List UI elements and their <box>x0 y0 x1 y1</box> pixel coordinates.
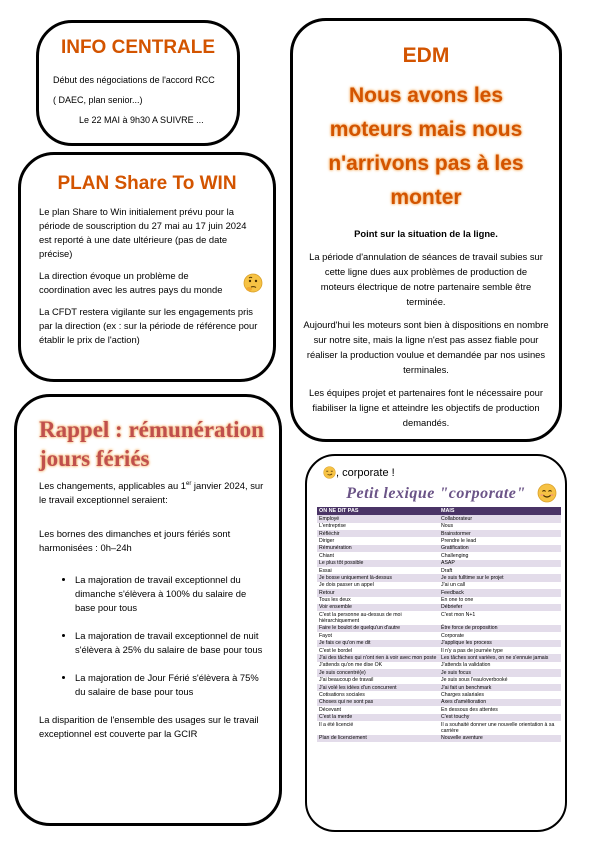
edm-card <box>290 18 562 442</box>
lexique-cell-avoid: Tous les deux <box>317 597 439 604</box>
lexique-cell-avoid: J'ai volé les idées d'un concurrent <box>317 684 439 691</box>
lexique-cell-say: Nous <box>439 523 561 530</box>
table-row <box>317 530 561 537</box>
plan-share-to-win-card <box>18 152 276 382</box>
table-row <box>317 611 561 625</box>
lexique-cell-avoid: C'est la personne au-dessus de moi hiérarchiquement <box>317 611 439 625</box>
table-row <box>317 706 561 713</box>
lexique-cell-say: Collaborateur <box>439 515 561 522</box>
table-row <box>317 699 561 706</box>
edm-paragraph-3: Les équipes projet et partenaires font le nécessaire pour fiabiliser la ligne et atteindre les objectifs de production demandés. <box>309 387 543 428</box>
lexique-cell-say: J'ai un call <box>439 582 561 589</box>
table-row <box>317 632 561 639</box>
lexique-cell-say: C'est mon N+1 <box>439 611 561 625</box>
table-row <box>317 662 561 669</box>
table-row <box>317 647 561 654</box>
lexique-cell-avoid: Il a été licencié <box>317 721 439 735</box>
lexique-cell-avoid: Faire le boulot de quelqu'un d'autre <box>317 625 439 632</box>
lexique-cell-avoid: Le plus tôt possible <box>317 560 439 567</box>
lexique-cell-say: Être force de proposition <box>439 625 561 632</box>
info-line-2: ( DAEC, plan senior...) <box>53 95 143 105</box>
table-row <box>317 552 561 559</box>
lexique-cell-avoid: Plan de licenciement <box>317 735 439 742</box>
lexique-cell-avoid: Voir ensemble <box>317 604 439 611</box>
lexique-cell-avoid: Rémunération <box>317 545 439 552</box>
rappel-outro: La disparition de l'ensemble des usages sur le travail exceptionnel est couverte par la GCIR <box>39 714 259 740</box>
lexique-cell-say: Draft <box>439 567 561 574</box>
plan-paragraph-1: Le plan Share to Win initialement prévu pour la période de souscription du 27 mai au 17 juin 2024 est reporté à une date ultérieure (pas de date précise) <box>39 206 247 259</box>
lexique-cell-say: Les tâches sont variées, on ne s'ennuie jamais <box>439 654 561 661</box>
plan-title: PLAN Share To WIN <box>57 173 237 194</box>
edm-title: EDM <box>402 44 450 67</box>
lexique-cell-say: Je suis fulltime sur le projet <box>439 574 561 581</box>
table-row <box>317 684 561 691</box>
table-row <box>317 669 561 676</box>
lexique-caption: , corporate ! <box>323 466 565 479</box>
lexique-cell-avoid: Décevant <box>317 706 439 713</box>
lexique-cell-say: Nouvelle aventure <box>439 735 561 742</box>
table-row <box>317 604 561 611</box>
info-centrale-card <box>36 20 240 146</box>
lexique-cell-say: C'est touchy <box>439 714 561 721</box>
table-row <box>317 567 561 574</box>
thinking-face-icon <box>243 273 263 293</box>
lexique-title: Petit lexique "corporate" <box>346 485 526 502</box>
lexique-cell-say: J'applique les process <box>439 640 561 647</box>
lexique-cell-avoid: Choses qui ne sont pas <box>317 699 439 706</box>
lexique-cell-avoid: Essai <box>317 567 439 574</box>
lexique-cell-avoid: Je fais ce qu'on me dit <box>317 640 439 647</box>
table-row <box>317 597 561 604</box>
lexique-cell-say: Débriefer <box>439 604 561 611</box>
rappel-bullet-1: • La majoration de travail exceptionnel du dimanche s'élèvera à 100% du salaire de base pour tous <box>75 573 263 615</box>
lexique-cell-say: Il n'y a pas de journée type <box>439 647 561 654</box>
edm-subtitle: Point sur la situation de la ligne. <box>354 228 498 239</box>
edm-headline: Nous avons les moteurs mais nous n'arrivons pas à les monter <box>328 84 524 209</box>
rappel-bullet-2: • La majoration de travail exceptionnel de nuit s'élèvera à 25% du salaire de base pour tous <box>75 629 263 657</box>
table-row <box>317 523 561 530</box>
table-row <box>317 582 561 589</box>
lexique-cell-say: En one to one <box>439 597 561 604</box>
lexique-cell-avoid: C'est le bordel <box>317 647 439 654</box>
lexique-cell-say: Challenging <box>439 552 561 559</box>
edm-paragraph-2: Aujourd'hui les moteurs sont bien à dispositions en nombre sur notre site, mais la ligne n'est pas assez fiable pour réaliser la production voulue et demandée par nos usines terminales. <box>303 319 549 375</box>
table-row <box>317 640 561 647</box>
table-row <box>317 677 561 684</box>
rappel-remuneration-card <box>14 394 282 826</box>
lexique-cell-say: Gratification <box>439 545 561 552</box>
table-row <box>317 560 561 567</box>
plan-paragraph-2: La direction évoque un problème de coordination avec les autres pays du monde <box>39 270 223 295</box>
table-row <box>317 589 561 596</box>
lexique-cell-say: Prendre le lead <box>439 537 561 544</box>
lexique-cell-avoid: Employé <box>317 515 439 522</box>
lexique-cell-avoid: J'attends qu'on me dise OK <box>317 662 439 669</box>
lexique-cell-avoid: Je dois passer un appel <box>317 582 439 589</box>
lexique-cell-avoid: Je bosse uniquement là-dessus <box>317 574 439 581</box>
lexique-cell-avoid: C'est la merde <box>317 714 439 721</box>
lexique-cell-avoid: Diriger <box>317 537 439 544</box>
table-row <box>317 574 561 581</box>
smiling-face-icon <box>537 483 557 503</box>
lexique-cell-avoid: Chiant <box>317 552 439 559</box>
table-row <box>317 735 561 742</box>
lexique-cell-avoid: Réfléchir <box>317 530 439 537</box>
rappel-bullet-list <box>17 573 279 699</box>
rappel-intro: Les changements, applicables au 1er janvier 2024, sur le travail exceptionnel seraient: <box>39 480 264 506</box>
table-row <box>317 691 561 698</box>
lexique-cell-say: Il a souhaité donner une nouvelle orientation à sa carrière <box>439 721 561 735</box>
lexique-cell-say: Je suis focus <box>439 669 561 676</box>
lexique-cell-avoid: J'ai des tâches qui n'ont rien à voir avec mon poste <box>317 654 439 661</box>
lexique-cell-say: Axes d'amélioration <box>439 699 561 706</box>
rappel-bornes: Les bornes des dimanches et jours fériés sont harmonisées : 0h–24h <box>39 528 231 554</box>
lexique-corporate-card <box>305 454 567 832</box>
lexique-cell-say: ASAP <box>439 560 561 567</box>
lexique-cell-avoid: Je suis concentré(e) <box>317 669 439 676</box>
lexique-cell-avoid: Fayot <box>317 632 439 639</box>
lexique-cell-avoid: L'entreprise <box>317 523 439 530</box>
rappel-bullet-3: • La majoration de Jour Férié s'élèvera à 75% du salaire de base pour tous <box>75 671 263 699</box>
info-centrale-title: INFO CENTRALE <box>60 37 216 58</box>
plan-paragraph-3: La CFDT restera vigilante sur les engagements pris par la direction (ex : sur la période de référence pour établir le prix de l'action) <box>39 306 258 345</box>
lexique-col-header-2: MAIS <box>439 507 561 515</box>
smirking-face-icon <box>323 466 336 479</box>
info-line-3: Le 22 MAI à 9h30 A SUIVRE ... <box>79 115 204 125</box>
lexique-cell-avoid: Cotisations sociales <box>317 691 439 698</box>
lexique-cell-say: Charges salariales <box>439 691 561 698</box>
lexique-cell-say: Je suis sous l'eau/overbooké <box>439 677 561 684</box>
lexique-cell-say: J'attends la validation <box>439 662 561 669</box>
edm-paragraph-1: La période d'annulation de séances de travail subies sur cette ligne dues aux problèmes de production de moteurs électrique de notre partenaire semble être terminée. <box>309 251 543 307</box>
lexique-cell-say: Brainstormer <box>439 530 561 537</box>
lexique-cell-avoid: Retour <box>317 589 439 596</box>
lexique-col-header-1: ON NE DIT PAS <box>317 507 439 515</box>
table-row <box>317 545 561 552</box>
table-row <box>317 515 561 522</box>
lexique-cell-say: En dessous des attentes <box>439 706 561 713</box>
table-row <box>317 625 561 632</box>
lexique-table <box>317 507 561 742</box>
lexique-cell-say: Feedback <box>439 589 561 596</box>
table-row <box>317 537 561 544</box>
info-line-1: Début des négociations de l'accord RCC <box>53 75 215 85</box>
rappel-title: Rappel : rémunération jours fériés <box>39 417 264 471</box>
table-row <box>317 714 561 721</box>
table-row <box>317 654 561 661</box>
lexique-cell-say: J'ai fait un benchmark <box>439 684 561 691</box>
lexique-cell-avoid: J'ai beaucoup de travail <box>317 677 439 684</box>
lexique-cell-say: Corporate <box>439 632 561 639</box>
table-row <box>317 721 561 735</box>
